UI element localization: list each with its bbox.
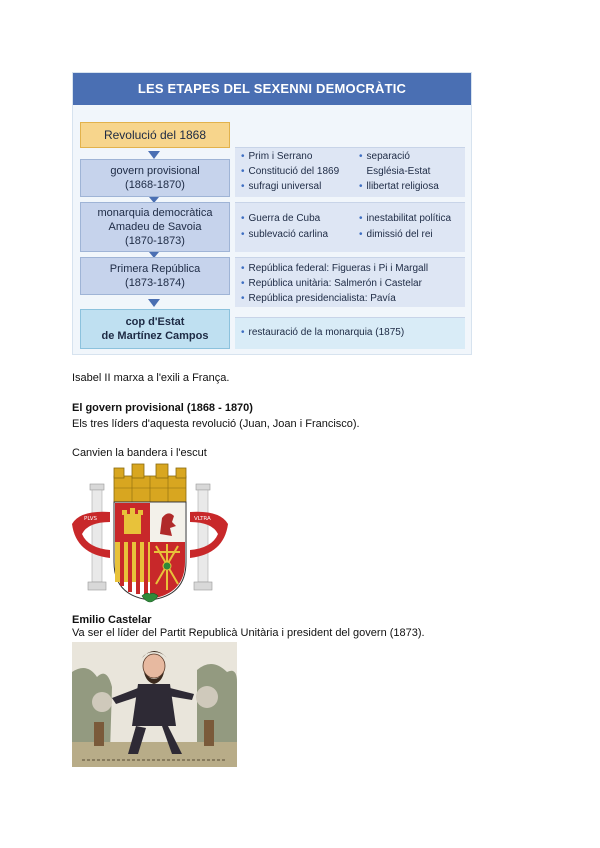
detail-item: • llibertat religiosa bbox=[359, 181, 439, 192]
details-republica bbox=[235, 257, 465, 307]
stage-line: govern provisional bbox=[110, 165, 200, 177]
stage-line: Primera República bbox=[109, 263, 201, 275]
detail-item: • inestabilitat política bbox=[359, 213, 451, 224]
shield bbox=[114, 502, 186, 600]
stage-primera-republica bbox=[80, 257, 230, 295]
detail-item: • sublevació carlina bbox=[241, 229, 328, 240]
heading-govern-provisional: El govern provisional (1868 - 1870) bbox=[72, 402, 253, 414]
detail-item: Església-Estat bbox=[366, 166, 431, 177]
sexenni-diagram bbox=[72, 72, 472, 355]
stage-revolucio bbox=[80, 122, 230, 148]
stage-line: (1870-1873) bbox=[125, 235, 185, 247]
paragraph-castelar: Va ser el líder del Partit Republicà Unitària i president del govern (1873). bbox=[72, 627, 425, 639]
paragraph-exile: Isabel II marxa a l'exili a França. bbox=[72, 372, 230, 384]
paragraph-flag: Canvien la bandera i l'escut bbox=[72, 447, 207, 459]
arrow-down-icon bbox=[148, 149, 160, 159]
detail-item: • República presidencialista: Pavía bbox=[241, 293, 396, 304]
castelar-caricature-image bbox=[72, 642, 237, 767]
arrow-down-icon bbox=[148, 297, 160, 307]
ribbon-text-left: PLVS bbox=[84, 516, 98, 522]
detail-item: • Guerra de Cuba bbox=[241, 213, 320, 224]
stage-line: Revolució del 1868 bbox=[103, 128, 207, 142]
ribbon-text-right: VLTRA bbox=[194, 516, 211, 522]
coat-of-arms-image bbox=[70, 462, 230, 610]
mural-crown bbox=[114, 464, 186, 502]
stage-cop-estat bbox=[80, 309, 230, 349]
detail-item: • dimissió del rei bbox=[359, 229, 433, 240]
detail-item: • restauració de la monarquia (1875) bbox=[241, 327, 404, 338]
details-monarquia bbox=[235, 202, 465, 252]
details-cop bbox=[235, 317, 465, 349]
stage-line: (1868-1870) bbox=[125, 179, 185, 191]
detail-item: • República federal: Figueras i Pi i Margall bbox=[241, 263, 428, 274]
detail-item: • separació bbox=[359, 151, 410, 162]
detail-item: • Prim i Serrano bbox=[241, 151, 312, 162]
detail-item: • Constitució del 1869 bbox=[241, 166, 339, 177]
stage-line: de Martínez Campos bbox=[101, 330, 209, 342]
stage-line: (1873-1874) bbox=[125, 277, 185, 289]
stage-govern-provisional bbox=[80, 159, 230, 197]
stage-line: Amadeu de Savoia bbox=[108, 221, 202, 233]
diagram-title: LES ETAPES DEL SEXENNI DEMOCRÀTIC bbox=[73, 73, 471, 105]
pillar-left bbox=[88, 484, 106, 590]
detail-item: • República unitària: Salmerón i Castelar bbox=[241, 278, 422, 289]
stage-line: monarquia democràtica bbox=[97, 207, 213, 219]
details-govern bbox=[235, 147, 465, 197]
paragraph-leaders: Els tres líders d'aquesta revolució (Juan, Joan i Francisco). bbox=[72, 418, 360, 430]
stage-monarquia bbox=[80, 202, 230, 252]
heading-castelar: Emilio Castelar bbox=[72, 614, 152, 626]
stage-line: cop d'Estat bbox=[125, 316, 185, 328]
pillar-right bbox=[194, 484, 212, 590]
detail-item: • sufragi universal bbox=[241, 181, 321, 192]
